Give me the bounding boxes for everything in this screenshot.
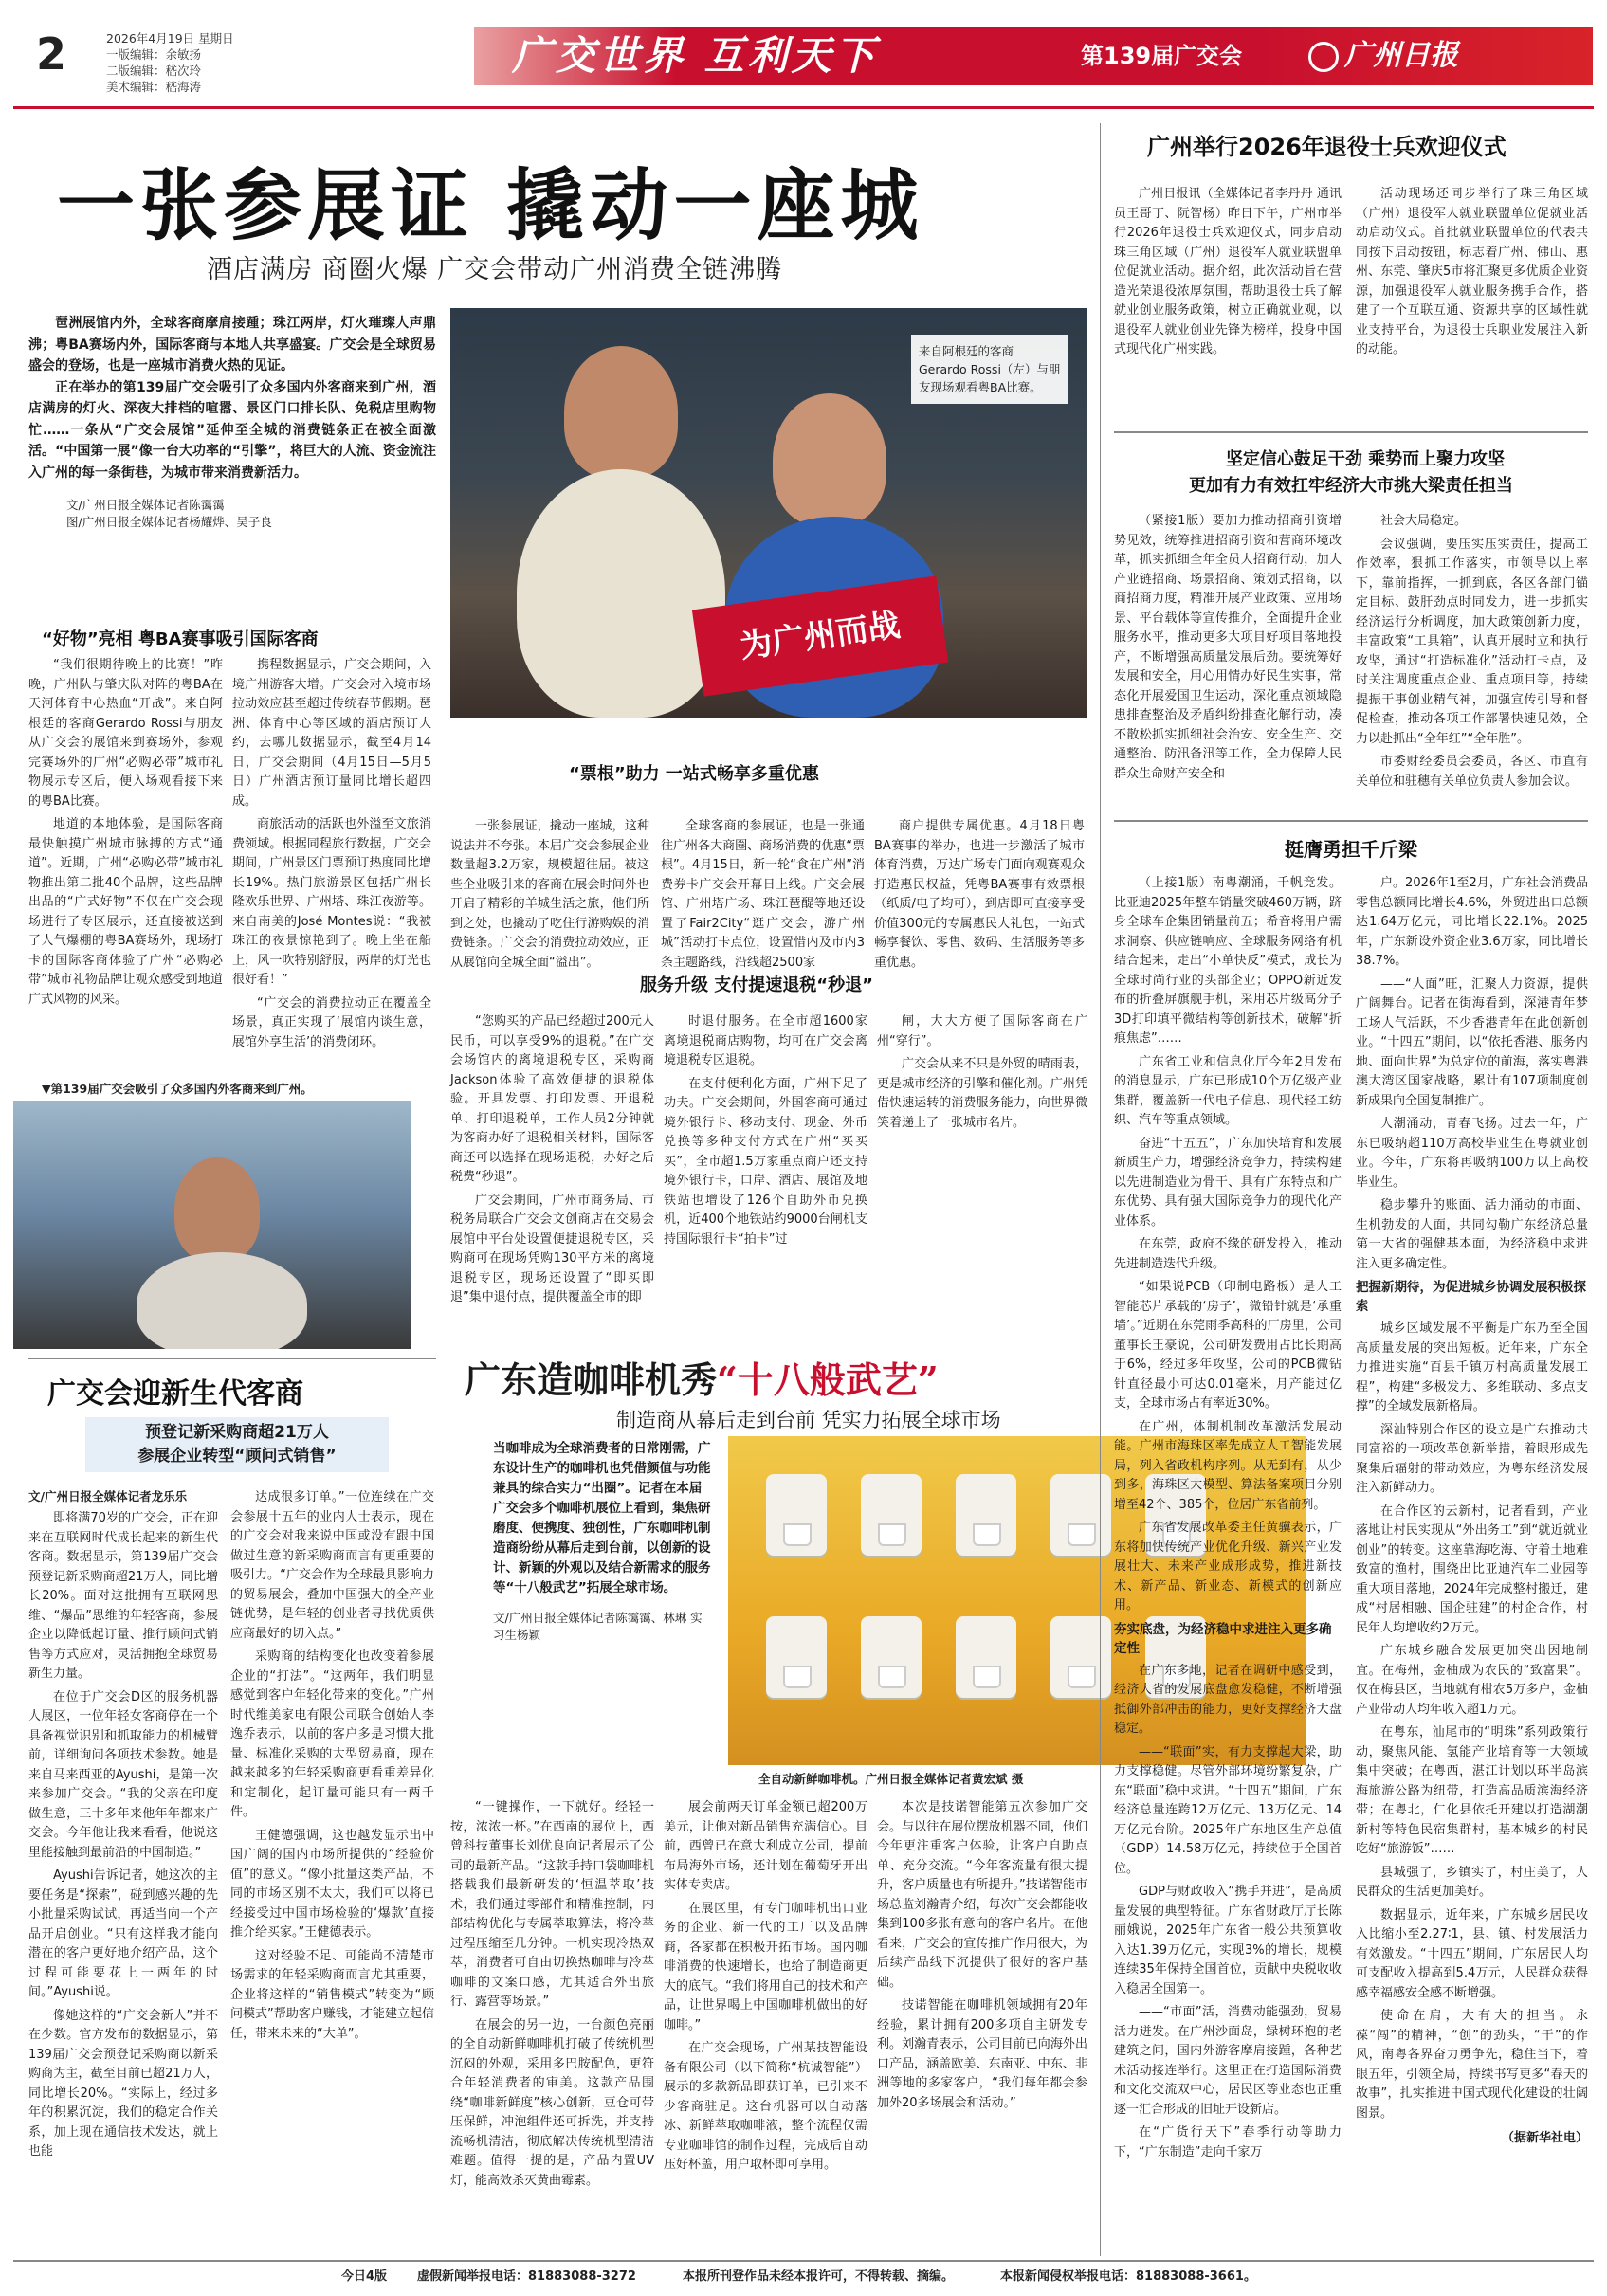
lead-title: 一张参展证 撬动一座城 <box>57 160 924 251</box>
piaogen-paragraph: 全球客商的参展证，也是一张通往广州各大商圈、商场消费的优惠“票根”。4月15日，新一轮“食在广州”消费券卡广交会开幕日上线。广交会展馆、广州塔广场、珠江琶醍等地还设置了Fair2City“逛广交会，游广州城”活动打卡点位，设置惜内及市内3条主题路线，沿线超2500家 <box>661 819 865 970</box>
cup-icon <box>878 1523 906 1546</box>
qianfan-paragraph: 在广州，体制机制改革激活发展动能。广州市海珠区率先成立人工智能发展局，列入省政机构序列。从无到有，从少到多，海珠区大模型、算法备案项目分别增至42个、385个，位居广东省前列。 <box>1114 1419 1342 1512</box>
haowu-paragraph: 地道的本地体验，是国际客商最快触摸广州城市脉搏的方式“通道”。近期，广州“必购必带”城市礼物推出第二批40个品牌，这些品牌出品的“广式好物”不仅在广交会现场进行了专区展示，还直接被送到了人气爆棚的粤BA赛场外，现场打卡的国际客商体验了广州“必购必带”城市礼物品牌让观众感受到地道广式风物的风采。 <box>28 817 223 1007</box>
coffee-col-3 <box>877 1798 1087 2117</box>
photo-person-left-head <box>564 346 678 479</box>
coffee-machine-icon <box>956 1616 1016 1698</box>
paper-logo-text: 广州日报 <box>1344 39 1458 72</box>
qianfan-paragraph: 深汕特别合作区的设立是广东推动共同富裕的一项改革创新举措，着眼形成先聚集后辐射的带动效应，为粤东经济发展注入新鲜动力。 <box>1356 1422 1588 1495</box>
xinsheng-paragraph: 在位于广交会D区的服务机器人展区，一位年轻女客商停在一个具备视觉识别和抓取能力的机械臂前，详细询问各项技术参数。她是来自马来西亚的Ayushi，是第一次来参加广交会。“我的父亲在印度做生意，三十多年来他年年都来广交会。今年他让我来看看，他说这里能接触到最前沿的中国制造。” <box>28 1689 218 1860</box>
column-rule <box>1100 123 1101 2256</box>
veterans-col-2 <box>1356 185 1588 364</box>
cup-icon <box>783 1666 812 1688</box>
page-number: 2 <box>36 28 67 80</box>
lead-byline-1: 文/广州日报全媒体记者陈霭霭 <box>66 498 225 512</box>
page-meta <box>106 30 234 95</box>
xinsheng-paragraph: Ayushi告诉记者，她这次的主要任务是“探索”，碰到感兴趣的先小批量采购试试，再适当向一个产品开启创业。“只有这样我才能向潜在的客户更好地介绍产品，这个过程可能要花上一两年的时间。”Ayushi说。 <box>28 1868 218 1999</box>
xinsheng-col-1 <box>28 1488 218 2166</box>
photo-red-banner: 为广州而战 <box>692 575 948 696</box>
tuishui-paragraph: “您购买的产品已经超过200元人民币，可以享受9%的退税。”在广交会场馆内的离境退税专区，采购商Jackson体验了高效便捷的退税体验。开具发票、打印发票、开退税单、打印退税单，工作人员2分钟就为客商办好了退税相关材料，国际客商还可以选择在现场退税，办好之后税费“秒退”。 <box>450 1014 654 1184</box>
small-photo-caption: ▼第139届广交会吸引了众多国内外客商来到广州。 <box>42 1082 313 1096</box>
veterans-paragraph: 广州日报讯（全媒体记者李丹丹 通讯员王哥丁、阮智杨）昨日下午，广州市举行2026年退役士兵欢迎仪式，同步启动珠三角区域（广州）退役军人就业联盟单位促就业活动。据介绍，此次活动旨在营造光荣退役浓厚氛围，帮助退役士兵了解就业创业服务政策，树立正确就业观，以退役军人就业创业先锋为榜样，投身中国式现代化广州实践。 <box>1114 187 1342 356</box>
xinsheng-paragraph: 王健德强调，这也越发显示出中国广阔的国内市场所提供的“经验价值”的意义。“像小批量这类产品，不同的市场区别不太大，我们可以将已经接受过中国市场检验的‘爆款’直接推介给买家。”王健德表示。 <box>230 1828 434 1940</box>
jianding-paragraph: 会议强调，要压实压实责任，提高工作效率，狠抓工作落实，市领导以上率下，靠前指挥，一抓到底，各区各部门锚定目标、鼓肝劲点时同发力，进一步抓实经济运行分析调度，加大政策创新力度，丰富政策“工具箱”，认真开展时立和执行攻坚，通过“打造标准化”活动打卡点，及时关注调度重点企业、重点项目等，持续提振干事创业精气神，加强宣传引导和督促检查，推动各项工作部署快速见效，全力以赴抓出“全年红”“全年胜”。 <box>1356 537 1588 746</box>
qianfan-paragraph: 在合作区的云新村，记者看到，产业落地让村民实现从“外出务工”到“就近就业创业”的转变。这座靠海吃海、守着土地难致富的渔村，围绕出比亚迪汽车工业园等重大项目落地，2024年完成整村搬迁，建成“村居相融、国企驻建”的村企合作，村民年人均增收约2万元。 <box>1356 1503 1588 1635</box>
qianfan-title: 挺膺勇担千斤梁 <box>1285 838 1417 861</box>
piaogen-title: “票根”助力 一站式畅享多重优惠 <box>569 764 819 784</box>
qianfan-subhead-2: 把握新期待，为促进城乡协调发展积极探索 <box>1356 1280 1586 1314</box>
small-photo-person-head <box>174 1157 260 1262</box>
xinsheng-subtitle-2: 参展企业转型“顾问式销售” <box>137 1447 337 1466</box>
logo-mark-icon <box>1308 42 1339 72</box>
jianding-paragraph: 市委财经委员会委员，各区、市直有关单位和驻穗有关单位负责人参加会议。 <box>1356 755 1588 789</box>
xinsheng-subtitle-box <box>85 1417 389 1472</box>
xinsheng-subtitle-1: 预登记新采购商超21万人 <box>145 1423 329 1442</box>
qianfan-paragraph: 在东莞，政府不缘的研发投入，推动先进制造迭代升级。 <box>1114 1237 1342 1271</box>
lead-paragraph-1: 琶洲展馆内外，全球客商摩肩接踵；珠江两岸，灯火璀璨人声鼎沸；粤BA赛场内外，国际客商与本地人共享盛宴。广交会是全球贸易盛会的登场，也是一座城市消费火热的见证。 <box>28 316 436 374</box>
qianfan-col-2 <box>1356 874 1588 2145</box>
editor-line-3: 美术编辑：嵇海涛 <box>106 80 202 94</box>
qianfan-paragraph: 城乡区域发展不平衡是广东乃至全国高质量发展的突出短板。近年来，广东全力推进实施“百县千镇万村高质量发展工程”，构建“多极发力、多维联动、多点支撑”的全域发展新格局。 <box>1356 1321 1588 1413</box>
coffee-title <box>465 1351 1109 1403</box>
date-line: 2026年4月19日 星期日 <box>106 31 234 46</box>
tuishui-paragraph: 广交会从来不只是外贸的晴雨表，更是城市经济的引擎和催化剂。广州凭借快速运转的消费服务能力，向世界微笑着递上了一张城市名片。 <box>877 1057 1087 1130</box>
coffee-paragraph: 在展会的另一边，一台颜色亮丽的全自动新鲜咖啡机打破了传统机型沉闷的外观，采用多巴胺配色，更符合年轻消费者的审美。这款产品围绕“咖啡新鲜度”核心创新，豆仓可带压保鲜，冲泡组件还可拆洗，并支持流畅机清洁，彻底解决传统机型清洁难题。值得一提的是，产品内置UV灯，能高效杀灭黄曲霉素。 <box>450 2017 654 2188</box>
qianfan-paragraph: 广东城乡融合发展更加突出因地制宜。在梅州，金柚成为农民的“致富果”。仅在梅县区，当地就有柑农5万多户，金柚产业带动人均年收入超1万元。 <box>1356 1644 1588 1717</box>
cup-icon <box>783 1523 812 1546</box>
qianfan-paragraph: 户。2026年1至2月，广东社会消费品零售总额同比增长4.6%，外贸进出口总额达1.64万亿元，同比增长22.1%。2025年，广东新设外资企业3.6万家，同比增长38.7%。 <box>1356 876 1588 968</box>
qianfan-subhead-1: 夯实底盘，为经济稳中求进注入更多确定性 <box>1114 1621 1332 1656</box>
coffee-machine-icon <box>861 1474 922 1556</box>
tuishui-title: 服务升级 支付提速退税“秒退” <box>640 975 873 995</box>
qianfan-paragraph: 人潮涌动，青春飞扬。过去一年，广东已吸纳超110万高校毕业生在粤就业创业。今年，广东将再吸纳100万以上高校毕业生。 <box>1356 1117 1588 1190</box>
editor-line-2: 二版编辑：嵇次玲 <box>106 64 202 78</box>
coffee-machine-icon <box>956 1474 1016 1556</box>
jianding-title-1: 坚定信心鼓足干劲 乘势而上聚力攻坚 <box>1225 449 1506 469</box>
qianfan-paragraph: 在广东多地，记者在调研中感受到，经济大省的发展底盘愈发稳健，不断增强抵御外部冲击的能力，更好支撑经济大盘稳定。 <box>1114 1663 1342 1736</box>
qianfan-source: （据新华社电） <box>1501 2131 1588 2145</box>
qianfan-paragraph: 在粤东，汕尾市的“明珠”系列政策行动，聚焦风能、氢能产业培育等十大领域集中突破；在粤西，湛江计划以环半岛滨海旅游公路为纽带，打造高品质滨海经济带；在粤北，仁化县依托开建以打造湖潮新村等特色民宿集群村，基本城乡的村民吃好“旅游饭”…… <box>1356 1725 1588 1856</box>
qianfan-paragraph: （上接1版）南粤潮涌，千帆竞发。比亚迪2025年整车销量突破460万辆，跻身全球车企集团销量前五；希音将用户需求洞察、供应链响应、全球服务网络有机结合起来，走出“小单快反”模式，成长为全球时尚行业的头部企业；OPPO新近发布的折叠屏旗舰手机，采用芯片级高分子3D打印填平微结构等创新技术，破解“折痕焦虑”…… <box>1114 876 1342 1046</box>
lead-subtitle: 酒店满房 商圈火爆 广交会带动广州消费全链沸腾 <box>207 255 783 284</box>
tuishui-col-1 <box>450 1012 654 1312</box>
masthead-left <box>19 13 455 104</box>
small-photo-person-body <box>137 1252 307 1349</box>
photo-person-right-head <box>773 393 886 526</box>
coffee-lead <box>493 1439 711 1644</box>
footer-report: 本报新闻侵权举报电话：81883088-3661。 <box>1000 2269 1256 2284</box>
qianfan-paragraph: 奋进“十五五”，广东加快培育和发展新质生产力，增强经济竞争力，持续构建以先进制造业为骨干、具有广东特点和广东优势、具有强大国际竞争力的现代化产业体系。 <box>1114 1136 1342 1229</box>
coffee-machine-icon <box>1050 1474 1111 1556</box>
coffee-title-prefix: 广东造咖啡机秀 <box>465 1358 718 1401</box>
haowu-paragraph: 携程数据显示，广交会期间，入境广州游客大增。广交会对入境市场拉动效应甚至超过传统春节假期。琶洲、体育中心等区域的酒店预订大约，去哪儿数据显示，截至4月14日，广交会期间（4月15日—5月5日）广州酒店预订量同比增长超四成。 <box>232 658 431 809</box>
piaogen-col-3 <box>874 817 1085 976</box>
jianding-col-1 <box>1114 512 1342 788</box>
footer <box>0 2266 1607 2292</box>
coffee-machine-icon <box>861 1616 922 1698</box>
footer-hotline: 虚假新闻举报电话：81883088-3272 <box>417 2269 636 2284</box>
cup-icon <box>1068 1666 1096 1688</box>
jianding-col-2 <box>1356 512 1588 795</box>
section-divider <box>1114 820 1588 822</box>
haowu-paragraph: 商旅活动的活跃也外溢至文旅消费领域。根据同程旅行数据，广交会期间，广州景区门票预订热度同比增长19%。热门旅游景区包括广州长隆欢乐世界、广州塔、珠江夜游等。来自南美的José Montes说：“我被珠江的夜景惊艳到了。晚上坐在船上，风一吹特别舒服，两岸的灯光也很好看！” <box>232 817 431 987</box>
tuishui-paragraph: 广交会期间，广州市商务局、市税务局联合广交会文创商店在交易会展馆中平台处设置便捷退税专区，采购商可在现场凭购130平方米的离境退税专区，现场还设置了“即买即退”集中退付点，提供覆盖全市的即 <box>450 1193 654 1304</box>
coffee-paragraph: 展会前两天订单金额已超200万美元，让他对新品销售充满信心。目前，西曾已在意大利成立公司，提前布局海外市场，还计划在葡萄牙开出实体专卖店。 <box>664 1800 867 1892</box>
haowu-paragraph: “广交会的消费拉动正在覆盖全场景，真正实现了‘展馆内谈生意，展馆外享生活’的消费闭环。 <box>232 995 431 1049</box>
tuishui-paragraph: 闸，大大方便了国际客商在广州“穿行”。 <box>877 1014 1087 1048</box>
cup-icon <box>1068 1523 1096 1546</box>
xinsheng-paragraph: 这对经验不足、可能尚不清楚市场需求的年轻采购商而言尤其重要，企业将这样的“销售模式”转变为“顾问模式”帮助客户赚钱，才能建立起信任，带来未来的“大单”。 <box>230 1948 434 2041</box>
coffee-paragraph: 在广交会现场，广州某技智能设备有限公司（以下简称“杭诚智能”）展示的多款新品即获订单，已引来不少客商驻足。这台机器可以自动落冰、新鲜萃取咖啡液，整个流程仅需专业咖啡馆的制作过程，完成后自动压好杯盖，用户取杯即可享用。 <box>664 2041 867 2172</box>
coffee-machine-icon <box>766 1616 827 1698</box>
xinsheng-title: 广交会迎新生代客商 <box>47 1377 303 1411</box>
qianfan-paragraph: 广东省发展改革委主任黄骥表示，广东将加快传统产业优化升级、新兴产业发展壮大、未来产业成形成势，推进新技术、新产品、新业态、新模式的创新应用。 <box>1114 1521 1342 1613</box>
footer-notice: 本报所刊登作品未经本报许可，不得转载、摘编。 <box>683 2269 955 2284</box>
veterans-paragraph: 活动现场还同步举行了珠三角区域（广州）退役军人就业联盟单位促就业活动启动仪式。首批就业联盟单位的代表共同按下启动按钮，标志着广州、佛山、惠州、东莞、肇庆5市将汇聚更多优质企业资源，加强退役军人就业服务携手合作，搭建了一个互联互通、资源共享的区域性就业支持平台，为退役士兵职业发展注入新的动能。 <box>1356 187 1588 356</box>
coffee-subtitle: 制造商从幕后走到台前 凭实力拓展全球市场 <box>616 1409 1001 1431</box>
coffee-col-2 <box>664 1798 867 2179</box>
section-divider <box>28 1358 436 1359</box>
piaogen-paragraph: 一张参展证，撬动一座城，这种说法并不夸张。本届广交会参展企业数量超3.2万家，规模超往届。被这些企业吸引来的客商在展会时间外也开启了精彩的羊城生活之旅，他们所到之处，也撬动了吃住行游购娱的消费链条。广交会的消费拉动效应，正从展馆向全城全面“溢出”。 <box>450 819 649 970</box>
coffee-paragraph: 技诺智能在咖啡机领域拥有20年经验，累计拥有200多项自主研发专利。刘瀚青表示，公司目前已向海外出口产品，涵盖欧美、东南亚、中东、非洲等地的多家客户，“我们每年都会参加外20多场展会和活动。” <box>877 1998 1087 2110</box>
coffee-paragraph: “一键操作，一下就好。经轻一按，浓浓一杯。”在西南的展位上，西曾科技董事长刘优良向记者展示了公司的最新产品。“这款手持口袋咖啡机搭载我们最新研发的‘恒温萃取’技术，我们通过零部件和精准控制，内部结构优化与专属萃取算法，将冷萃过程压缩至几分钟。一机实现冷热双萃，消费者可自由切换热咖啡与冷萃咖啡的文案口感，尤其适合外出旅行、露营等场景。” <box>450 1800 654 2009</box>
qianfan-paragraph: ——“联面”实，有力支撑起大梁，助力支撑稳健。尽管外部环境纷繁复杂，广东“联面”稳中求进。“十四五”期间，广东经济总量连跨12万亿元、13万亿元、14万亿元台阶。2025年广东地区生产总值（GDP）14.58万亿元，持续位于全国首位。 <box>1114 1744 1342 1876</box>
piaogen-paragraph: 商户提供专属优惠。4月18日粤BA赛事的举办，也进一步激活了城市体育消费，万达广场专门面向观赛观众打造惠民权益，凭粤BA赛事有效票根（纸质/电子均可），到店即可直接享受价值300元的专属惠民大礼包，一站式畅享餐饮、零售、数码、生活服务等多重优惠。 <box>874 819 1085 970</box>
coffee-lead-text: 当咖啡成为全球消费者的日常刚需，广东设计生产的咖啡机也凭借颜值与功能兼具的综合实力“出圈”。记者在本届广交会多个咖啡机展位上看到，集焦研磨度、便携度、独创性，广东咖啡机制造商纷纷从幕后走到台前，以创新的设计、新颖的外观以及结合新需求的服务等“十八般武艺”拓展全球市场。 <box>493 1441 711 1595</box>
piaogen-col-1 <box>450 817 649 976</box>
paper-logo <box>1308 27 1458 85</box>
xinsheng-paragraph: 即将满70岁的广交会，正在迎来在互联网时代成长起来的新生代客商。数据显示，第139届广交会预登记新采购商超21万人，同比增长20%。面对这批拥有互联网思维、“爆品”思维的年轻客商，参展企业以降低起订量、推行顾问式销售等方式应对，灵活拥抱全球贸易新生力量。 <box>28 1511 218 1681</box>
coffee-machine-icon <box>1050 1616 1111 1698</box>
coffee-byline: 文/广州日报全媒体记者陈霭霭、林琳 实习生杨颖 <box>493 1611 703 1642</box>
editor-line-1: 一版编辑：余敏扬 <box>106 47 202 62</box>
qianfan-col-1 <box>1114 874 1342 2166</box>
banner-slogan: 广交世界 互利天下 <box>512 32 879 79</box>
jianding-title-2: 更加有力有效扛牢经济大市挑大梁责任担当 <box>1189 476 1513 496</box>
haowu-col-1 <box>28 656 223 1013</box>
xinsheng-byline: 文/广州日报全媒体记者龙乐乐 <box>28 1489 188 1503</box>
coffee-paragraph: 本次是技诺智能第五次参加广交会。与以往在展位摆放机器不同，他们今年更注重客户体验，让客户自助点单、充分交流。“今年客流量有很大提升，客户质量也有所提升。”技诺智能市场总监刘瀚青介绍，每次广交会都能收集到100多张有意向的客户名片。在他看来，广交会的宣传推广作用很大，为后续产品线下沉提供了很好的客户基础。 <box>877 1800 1087 1990</box>
xinsheng-paragraph: 达成很多订单。”一位连续在广交会参展十五年的业内人士表示，现在的广交会对我来说中国或没有跟中国做过生意的新采购商而言有更重要的吸引力。“广交会作为全球最具影响力的贸易展会，叠加中国强大的全产业链优势，是年轻的创业者寻找优质供应商最好的切入点。” <box>230 1490 434 1641</box>
lead-photo <box>450 308 1087 718</box>
masthead-banner <box>474 13 1593 97</box>
photo-person-left-body <box>517 469 725 718</box>
cup-icon <box>973 1523 1001 1546</box>
veterans-col-1 <box>1114 185 1342 364</box>
cup-icon <box>878 1666 906 1688</box>
lead-paragraph-2: 正在举办的第139届广交会吸引了众多国内外客商来到广州，酒店满房的灯火、深夜大排档的喧嚣、景区门口排长队、免税店里购物忙……一条从“广交会展馆”延伸至全城的消费链条正在被全面激活。“中国第一展”像一台大功率的“引擎”，将巨大的人流、资金流注入广州的每一条街巷，为城市带来消费新活力。 <box>28 379 436 481</box>
lead-photo-caption: 来自阿根廷的客商Gerardo Rossi（左）与朋友现场观看粤BA比赛。 <box>911 335 1068 404</box>
tuishui-paragraph: 时退付服务。在全市超1600家离境退税商店购物，均可在广交会离境退税专区退税。 <box>664 1014 867 1067</box>
cup-icon <box>973 1666 1001 1688</box>
header-divider <box>13 106 1594 109</box>
jianding-paragraph: 社会大局稳定。 <box>1380 514 1468 528</box>
veterans-title: 广州举行2026年退役士兵欢迎仪式 <box>1147 134 1507 160</box>
coffee-machine-icon <box>766 1474 827 1556</box>
qianfan-paragraph: GDP与财政收入“携手并进”，是高质量发展的典型特征。广东省财政厅厅长陈丽娥说，2025年广东省一般公共预算收入达1.39万亿元，实现3%的增长，规模连续35年保持全国首位，贡献中央税收收入稳居全国第一。 <box>1114 1885 1342 1996</box>
piaogen-col-2 <box>661 817 865 976</box>
tuishui-paragraph: 在支付便利化方面，广州下足了功夫。广交会期间，外国客商可通过境外银行卡、移动支付、现金、外币兑换等多种支付方式在广州“买买买”，全市超1.5万家重点商户还支持境外银行卡，口岸、酒店、展馆及地铁站也增设了126个自助外币兑换机，近400个地铁站约9000台闸机支持国际银行卡“拍卡”过 <box>664 1076 867 1247</box>
haowu-paragraph: “我们很期待晚上的比赛！”昨晚，广州队与肇庆队对阵的粤BA在天河体育中心热血“开战”。来自阿根廷的客商Gerardo Rossi与朋友从广交会的展馆来到赛场外，参观完赛场外的广州“必购必带”城市礼物展示专区后，便入场观看接下来的粤BA比赛。 <box>28 658 223 809</box>
coffee-paragraph: 在展区里，有专门咖啡机出口业务的企业、新一代的工厂以及品牌商，各家都在积极开拓市场。国内咖啡消费的快速增长，也给了制造商更大的底气。“我们将用自己的技术和产品，让世界喝上中国咖啡机做出的好咖啡。” <box>664 1901 867 2032</box>
qianfan-paragraph: “如果说PCB（印制电路板）是人工智能芯片承载的‘房子’，微铅针就是‘承重墙’。”近期在东莞雨季高科的厂房里，公司董事长王豪说，公司研发费用占比长期高于6%，经过多年攻坚，公司的PCB微钻针直径最小可达0.01毫米，月产能过亿支，全球市场占有率近30%。 <box>1114 1280 1342 1411</box>
tuishui-col-2 <box>664 1012 867 1253</box>
haowu-col-2 <box>232 656 431 1056</box>
tuishui-col-3 <box>877 1012 1087 1137</box>
qianfan-paragraph: 县城强了，乡镇实了，村庄美了，人民群众的生活更加美好。 <box>1356 1865 1588 1899</box>
qianfan-paragraph: ——“人面”旺，汇聚人力资源，提供广阔舞台。记者在街海看到，深港青年梦工场人气活跃，不少香港青年在此创新创业。“十四五”期间，以“依托香港、服务内地、面向世界”为总定位的前海，落实粤港澳大湾区国家战略，累计有107项制度创新成果向全国复制推广。 <box>1356 976 1588 1108</box>
qianfan-paragraph: 稳步攀升的账面、活力涌动的市面、生机勃发的人面，共同勾勒广东经济总量第一大省的强健基本面，为经济稳中求进注入更多确定性。 <box>1356 1198 1588 1271</box>
jianding-paragraph: （紧接1版）要加力推动招商引资增势见效，统筹推进招商引资和营商环境改革，抓实抓细全年全员大招商行动，加大产业链招商、场景招商、策划式招商，以商招商力度，精准开展产业政策、应用场景、平台载体等宣传推介，全面提升企业服务水平，推动更多大项目好项目落地投产，不断增强高质量发展后劲。要统筹好发展和安全，用心用情办好民生实事，常态化开展爱国卫生运动，深化重点领域隐患排查整治及矛盾纠纷排查化解行动，凑不散松抓实抓细社会治安、安全生产、交通整治、防汛备汛等工作，全力保障人民群众生命财产安全和 <box>1114 514 1342 781</box>
coffee-col-1 <box>450 1798 654 2195</box>
lead-byline-2: 图/广州日报全媒体记者杨耀烨、吴子良 <box>66 515 272 529</box>
coffee-title-highlight: “十八般武艺” <box>717 1358 939 1401</box>
qianfan-paragraph: 使命在肩，大有大的担当。永葆“闯”的精神，“创”的劲头，“干”的作风，南粤各界奋力勇争先，稳住当下，着眼五年，引领全局，持续书写更多“春天的故事”，扎实推进中国式现代化建设的壮阔图景。 <box>1356 2009 1588 2121</box>
xinsheng-col-2 <box>230 1488 434 2048</box>
section-divider <box>1114 431 1588 433</box>
footer-divider <box>13 2260 1594 2262</box>
qianfan-paragraph: 在“广货行天下”春季行动等助力下，“广东制造”走向千家万 <box>1114 2125 1342 2159</box>
haowu-title: “好物”亮相 粤BA赛事吸引国际客商 <box>42 629 319 649</box>
qianfan-paragraph: 广东省工业和信息化厅今年2月发布的消息显示，广东已形成10个万亿级产业集群，覆盖新一代电子信息、现代轻工纺织、汽车等重点领域。 <box>1114 1054 1342 1127</box>
footer-today: 今日4版 <box>341 2269 388 2284</box>
coffee-photo-caption: 全自动新鲜咖啡机。广州日报全媒体记者黄宏斌 摄 <box>758 1772 1024 1786</box>
small-photo <box>13 1101 411 1349</box>
qianfan-paragraph: ——“市面”活，消费动能强劲，贸易活力迸发。在广州沙面岛，绿树环抱的老建筑之间，国内外游客摩肩接踵，各种艺术活动接连举行。这里正在打造国际消费和文化交流双中心，居民区等业态也正重逐一汇合形成的旧址开设新店。 <box>1114 2005 1342 2117</box>
lead-intro <box>28 313 436 531</box>
xinsheng-paragraph: 像她这样的“广交会新人”并不在少数。官方发布的数据显示，第139届广交会预登记采购商以新采购商为主，截至目前已超21万人，同比增长20%。“实际上，经过多年的积累沉淀，我们的稳定合作关系，加上现在通信技术发达，就上也能 <box>28 2008 218 2159</box>
qianfan-paragraph: 数据显示，近年来，广东城乡居民收入比缩小至2.27∶1，县、镇、村发展活力有效激发。“十四五”期间，广东居民人均可支配收入提高到5.4万元，人民群众获得感幸福感安全感不断增强。 <box>1356 1907 1588 2000</box>
banner-fair-name: 第139届广交会 <box>1081 43 1243 69</box>
xinsheng-paragraph: 采购商的结构变化也改变着参展企业的“打法”。“这两年，我们明显感觉到客户年轻化带来的变化。”广州时代维美家电有限公司联合创始人李逸乔表示，以前的客户多是习惯大批量、标准化采购的大型贸易商，现在越来越多的年轻采购商更看重差异化和定制化，起订量可能只有一两千件。 <box>230 1649 434 1819</box>
